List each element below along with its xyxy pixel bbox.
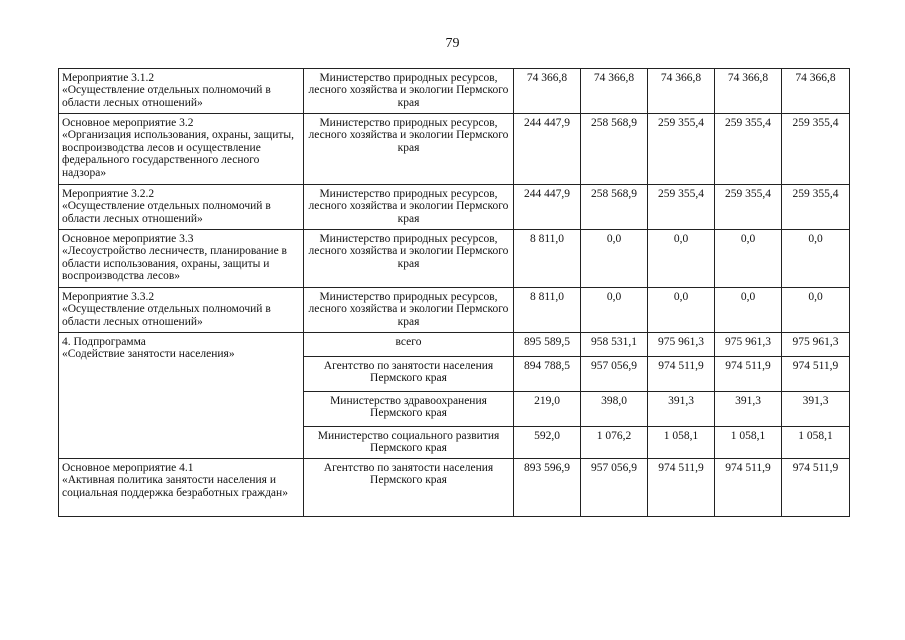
value-cell: 258 568,9 bbox=[581, 114, 648, 185]
measure-title: 4. Подпрограмма bbox=[62, 336, 146, 348]
table-row bbox=[59, 185, 850, 230]
table-body bbox=[59, 69, 850, 517]
measure-description: «Осуществление отдельных полномочий в области лесных отношений» bbox=[62, 303, 271, 328]
value-cell: 0,0 bbox=[715, 288, 782, 333]
value-cell: 0,0 bbox=[648, 230, 715, 288]
value-cell: 0,0 bbox=[581, 230, 648, 288]
value-cell: 259 355,4 bbox=[715, 114, 782, 185]
table-row bbox=[59, 69, 850, 114]
budget-table bbox=[58, 68, 850, 517]
value-cell: 8 811,0 bbox=[514, 230, 581, 288]
value-cell: 0,0 bbox=[782, 288, 850, 333]
executor-cell: Министерство социального развития Пермского края bbox=[304, 427, 514, 459]
measure-title: Мероприятие 3.3.2 bbox=[62, 291, 155, 303]
table-row bbox=[59, 288, 850, 333]
value-cell: 391,3 bbox=[715, 392, 782, 427]
value-cell: 0,0 bbox=[715, 230, 782, 288]
executor-cell: Агентство по занятости населения Пермского края bbox=[304, 459, 514, 517]
value-cell: 975 961,3 bbox=[648, 333, 715, 357]
value-cell: 398,0 bbox=[581, 392, 648, 427]
value-cell: 259 355,4 bbox=[648, 185, 715, 230]
value-cell: 74 366,8 bbox=[782, 69, 850, 114]
value-cell: 259 355,4 bbox=[782, 114, 850, 185]
table-row bbox=[59, 333, 850, 357]
value-cell: 974 511,9 bbox=[715, 357, 782, 392]
value-cell: 975 961,3 bbox=[715, 333, 782, 357]
value-cell: 74 366,8 bbox=[715, 69, 782, 114]
value-cell: 957 056,9 bbox=[581, 459, 648, 517]
value-cell: 1 058,1 bbox=[648, 427, 715, 459]
value-cell: 975 961,3 bbox=[782, 333, 850, 357]
value-cell: 974 511,9 bbox=[782, 459, 850, 517]
measure-name-cell bbox=[59, 114, 304, 185]
measure-title: Мероприятие 3.1.2 bbox=[62, 72, 155, 84]
value-cell: 391,3 bbox=[648, 392, 715, 427]
value-cell: 894 788,5 bbox=[514, 357, 581, 392]
executor-cell: Министерство природных ресурсов, лесного хозяйства и экологии Пермского края bbox=[304, 69, 514, 114]
value-cell: 244 447,9 bbox=[514, 185, 581, 230]
value-cell: 0,0 bbox=[648, 288, 715, 333]
measure-title: Мероприятие 3.2.2 bbox=[62, 188, 155, 200]
value-cell: 259 355,4 bbox=[648, 114, 715, 185]
value-cell: 244 447,9 bbox=[514, 114, 581, 185]
value-cell: 974 511,9 bbox=[648, 459, 715, 517]
measure-title: Основное мероприятие 4.1 bbox=[62, 462, 194, 474]
table-row bbox=[59, 114, 850, 185]
measure-name-cell bbox=[59, 69, 304, 114]
measure-title: Основное мероприятие 3.2 bbox=[62, 117, 194, 129]
executor-cell: Министерство природных ресурсов, лесного хозяйства и экологии Пермского края bbox=[304, 230, 514, 288]
executor-cell: Министерство природных ресурсов, лесного хозяйства и экологии Пермского края bbox=[304, 288, 514, 333]
measure-description: «Активная политика занятости населения и социальная поддержка безработных граждан» bbox=[62, 474, 288, 499]
measure-title: Основное мероприятие 3.3 bbox=[62, 233, 194, 245]
page-number: 79 bbox=[445, 36, 460, 51]
measure-name-cell bbox=[59, 230, 304, 288]
value-cell: 391,3 bbox=[782, 392, 850, 427]
measure-name-cell bbox=[59, 459, 304, 517]
value-cell: 958 531,1 bbox=[581, 333, 648, 357]
measure-name-cell bbox=[59, 185, 304, 230]
value-cell: 592,0 bbox=[514, 427, 581, 459]
executor-cell: Министерство здравоохранения Пермского края bbox=[304, 392, 514, 427]
executor-cell: всего bbox=[304, 333, 514, 357]
value-cell: 0,0 bbox=[782, 230, 850, 288]
executor-cell: Агентство по занятости населения Пермского края bbox=[304, 357, 514, 392]
measure-name-cell bbox=[59, 288, 304, 333]
value-cell: 0,0 bbox=[581, 288, 648, 333]
table-row bbox=[59, 230, 850, 288]
value-cell: 974 511,9 bbox=[715, 459, 782, 517]
executor-cell: Министерство природных ресурсов, лесного хозяйства и экологии Пермского края bbox=[304, 114, 514, 185]
measure-name-cell bbox=[59, 333, 304, 459]
table-row bbox=[59, 459, 850, 517]
value-cell: 1 076,2 bbox=[581, 427, 648, 459]
value-cell: 74 366,8 bbox=[581, 69, 648, 114]
value-cell: 893 596,9 bbox=[514, 459, 581, 517]
value-cell: 895 589,5 bbox=[514, 333, 581, 357]
value-cell: 957 056,9 bbox=[581, 357, 648, 392]
value-cell: 259 355,4 bbox=[782, 185, 850, 230]
value-cell: 219,0 bbox=[514, 392, 581, 427]
measure-description: «Лесоустройство лесничеств, планирование в области использования, охраны, защиты и воспроизводства лесов» bbox=[62, 245, 287, 283]
value-cell: 8 811,0 bbox=[514, 288, 581, 333]
value-cell: 974 511,9 bbox=[648, 357, 715, 392]
measure-description: «Осуществление отдельных полномочий в области лесных отношений» bbox=[62, 84, 271, 109]
value-cell: 1 058,1 bbox=[782, 427, 850, 459]
value-cell: 74 366,8 bbox=[514, 69, 581, 114]
executor-cell: Министерство природных ресурсов, лесного хозяйства и экологии Пермского края bbox=[304, 185, 514, 230]
value-cell: 1 058,1 bbox=[715, 427, 782, 459]
measure-description: «Осуществление отдельных полномочий в области лесных отношений» bbox=[62, 200, 271, 225]
measure-description: «Содействие занятости населения» bbox=[62, 348, 235, 361]
value-cell: 258 568,9 bbox=[581, 185, 648, 230]
measure-description: «Организация использования, охраны, защиты, воспроизводства лесов и осуществление федерального государственного лесного надзора» bbox=[62, 129, 294, 179]
value-cell: 74 366,8 bbox=[648, 69, 715, 114]
value-cell: 974 511,9 bbox=[782, 357, 850, 392]
value-cell: 259 355,4 bbox=[715, 185, 782, 230]
